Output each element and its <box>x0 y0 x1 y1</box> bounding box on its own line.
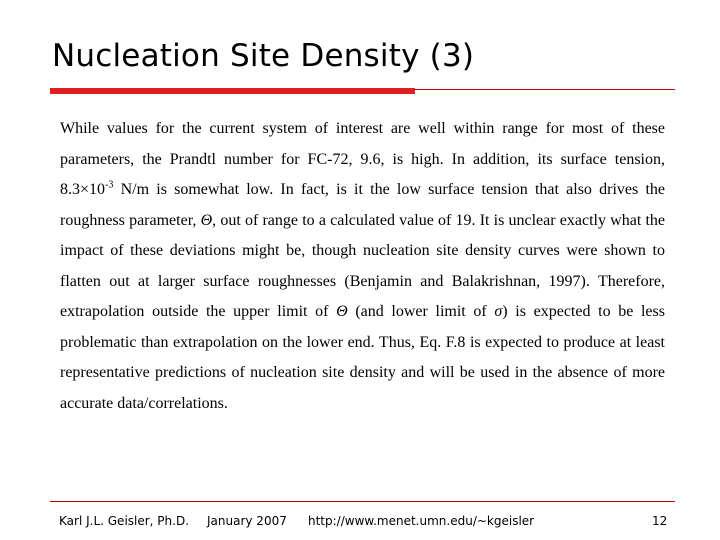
theta-symbol-2: Θ <box>336 303 348 320</box>
body-text-part-3: , out of range to a calculated value of 19. It is unclear exactly what the impact of these deviations might be, though nucleation site density curves were shown to flatten out at larger surface roughnesses (Benjamin and Balakrishnan, 1997). Therefore, extrapolation outside the upper limit of <box>60 211 665 320</box>
title-underline-accent <box>50 88 415 94</box>
body-paragraph <box>60 114 665 419</box>
slide-title: Nucleation Site Density (3) <box>52 38 475 74</box>
exponent: -3 <box>105 179 114 191</box>
footer-author: Karl J.L. Geisler, Ph.D. <box>59 514 190 528</box>
sigma-symbol: σ <box>494 303 503 320</box>
page-number: 12 <box>652 514 668 528</box>
body-text-part-5: ) is expected to be less problematic than extrapolation on the lower end. Thus, Eq. F.8 is expected to produce at least representative predictions of nucleation site density and will be used in the absence of more accurate data/correlations. <box>60 303 665 412</box>
footer-date: January 2007 <box>207 514 287 528</box>
title-underline <box>50 86 675 95</box>
footer-rule <box>50 501 675 502</box>
body-text-part-1: While values for the current system of interest are well within range for most of these parameters, the Prandtl number for FC-72, 9.6, is high. In addition, its surface tension, 8.3×10 <box>60 120 665 198</box>
title-underline-thin <box>415 89 675 90</box>
body-text-part-4: (and lower limit of <box>347 303 495 320</box>
body-text-part-2: N/m is somewhat low. In fact, is it the low surface tension that also drives the roughness parameter, <box>60 181 665 229</box>
theta-symbol: Θ <box>200 211 213 229</box>
footer-url[interactable]: http://www.menet.umn.edu/~kgeisler <box>308 514 535 528</box>
